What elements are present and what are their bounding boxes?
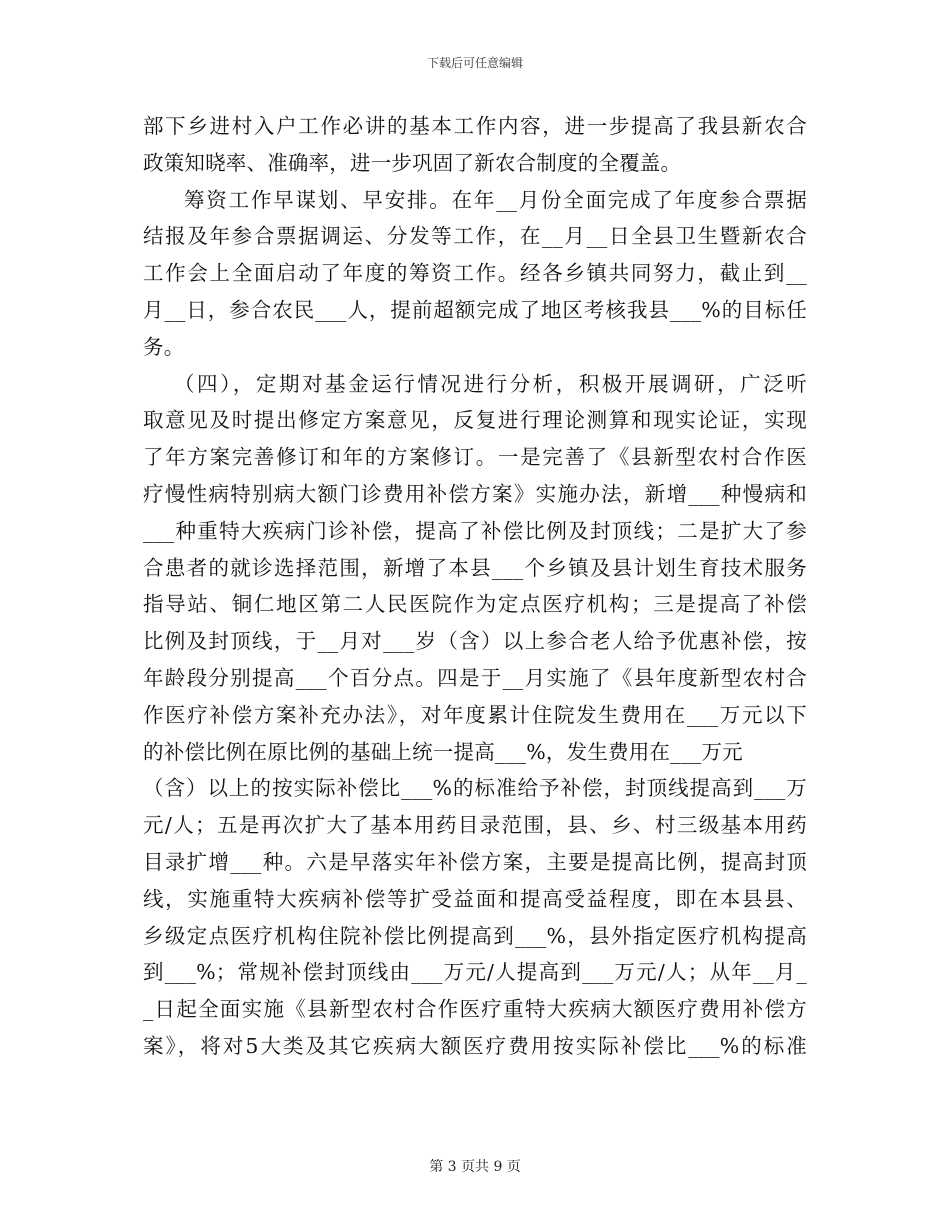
body-line-4: 结报及年参合票据调运、分发等工作，在__月__日全县卫生暨新农合 (143, 224, 807, 249)
page-header: 下载后可任意编辑 (426, 56, 523, 70)
body-line-25: _日起全面实施《县新型农村合作医疗重特大疾病大额医疗费用补偿方 (143, 997, 807, 1022)
body-line-17: 作医疗补偿方案补充办法》，对年度累计住院发生费用在___万元以下 (143, 702, 807, 727)
body-line-13: 合患者的就诊选择范围，新增了本县___个乡镇及县计划生育技术服务 (143, 555, 807, 580)
body-line-23: 乡级定点医疗机构住院补偿比例提高到___%，县外指定医疗机构提高 (143, 923, 807, 948)
body-line-20: 元/人；五是再次扩大了基本用药目录范围，县、乡、村三级基本用药 (143, 813, 807, 838)
body-line-15: 比例及封顶线，于__月对___岁（含）以上参合老人给予优惠补偿，按 (143, 629, 807, 654)
body-line-18: 的补偿比例在原比例的基础上统一提高___%，发生费用在___万元 (143, 739, 743, 764)
body-line-24: 到___%；常规补偿封顶线由___万元/人提高到___万元/人；从年__月_ (143, 960, 807, 985)
body-line-22: 线，实施重特大疾病补偿等扩受益面和提高受益程度，即在本县县、 (143, 886, 807, 911)
body-line-12: ___种重特大疾病门诊补偿，提高了补偿比例及封顶线；二是扩大了参 (143, 518, 807, 543)
body-line-2: 政策知晓率、准确率，进一步巩固了新农合制度的全覆盖。 (143, 150, 682, 175)
body-line-9: 取意见及时提出修定方案意见，反复进行理论测算和现实论证，实现 (143, 408, 807, 433)
body-line-3: 筹资工作早谋划、早安排。在年__月份全面完成了年度参合票据 (184, 187, 807, 212)
body-line-11: 疗慢性病特别病大额门诊费用补偿方案》实施办法，新增___种慢病和 (143, 481, 807, 506)
body-line-7: 务。 (143, 334, 185, 359)
body-line-19: （含）以上的按实际补偿比___%的标准给予补偿，封顶线提高到___万 (143, 776, 807, 801)
body-line-26: 案》，将对5大类及其它疾病大额医疗费用按实际补偿比___%的标准 (143, 1033, 807, 1058)
body-line-21: 目录扩增___种。六是早落实年补偿方案，主要是提高比例，提高封顶 (143, 849, 807, 874)
page-number: 第 3 页共 9 页 (429, 1159, 521, 1175)
body-line-8: （四），定期对基金运行情况进行分析，积极开展调研，广泛听 (174, 371, 807, 396)
body-line-5: 工作会上全面启动了年度的筹资工作。经各乡镇共同努力，截止到__ (143, 261, 807, 286)
document-body (143, 108, 807, 1065)
body-line-1: 部下乡进村入户工作必讲的基本工作内容，进一步提高了我县新农合 (143, 114, 807, 138)
body-line-16: 年龄段分别提高___个百分点。四是于__月实施了《县年度新型农村合 (143, 665, 807, 690)
body-line-14: 指导站、铜仁地区第二人民医院作为定点医疗机构；三是提高了补偿 (143, 592, 807, 617)
body-line-10: 了年方案完善修订和年的方案修订。一是完善了《县新型农村合作医 (143, 445, 807, 470)
body-line-6: 月__日，参合农民___人，提前超额完成了地区考核我县___%的目标任 (143, 297, 807, 322)
